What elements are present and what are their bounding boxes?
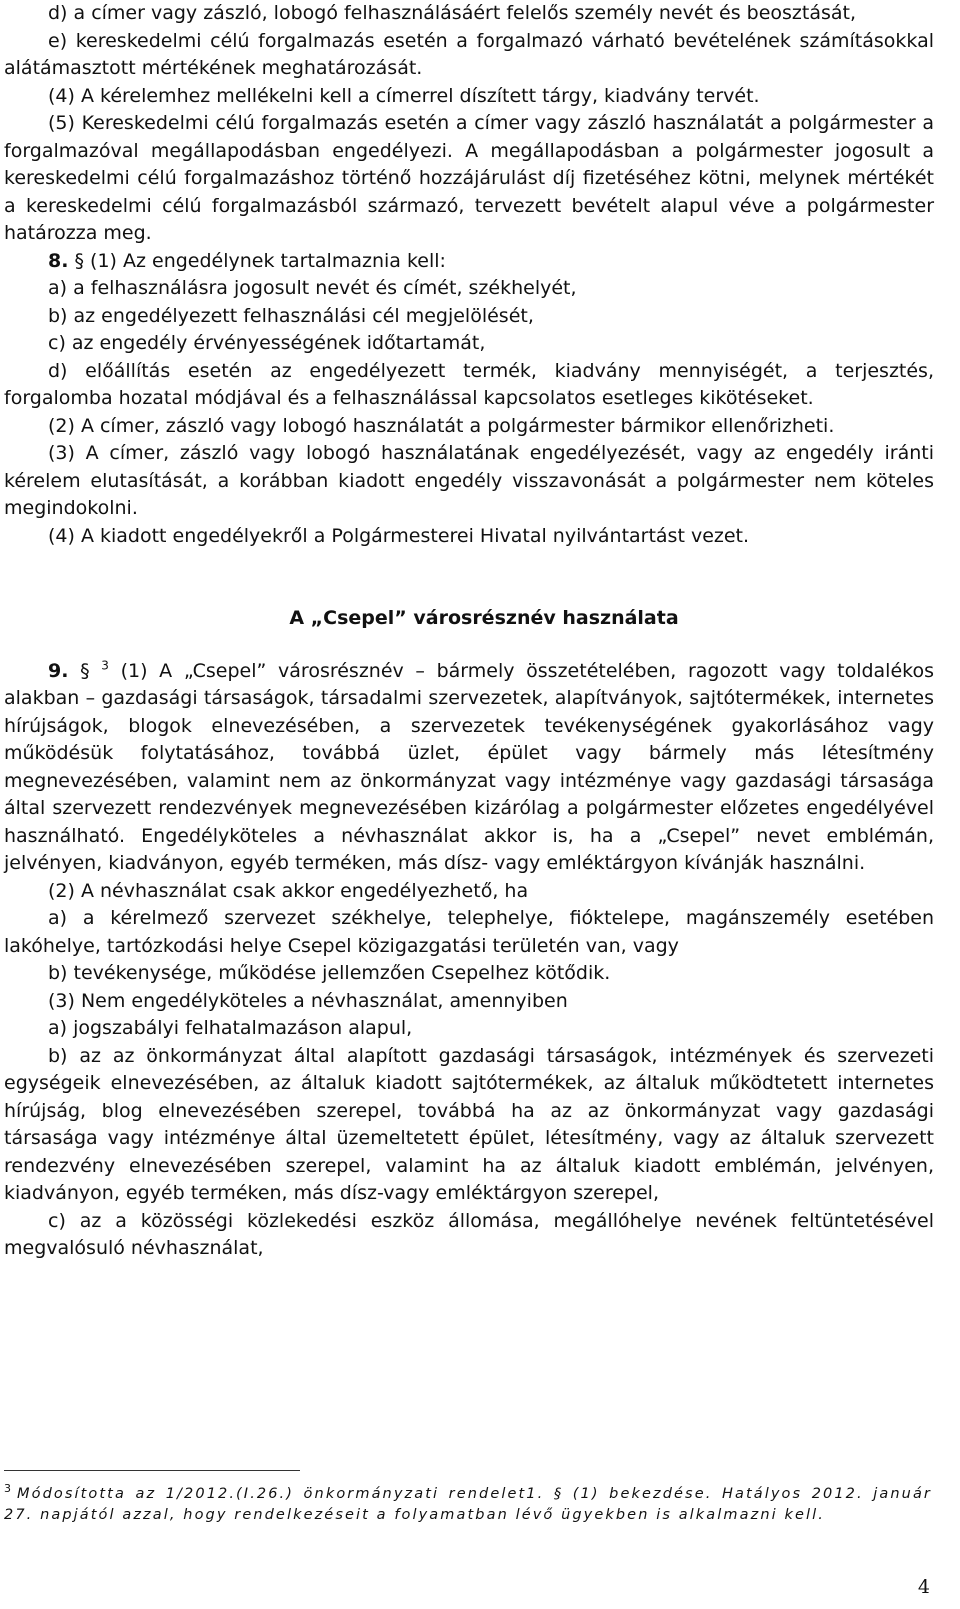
section-sign: § — [80, 659, 90, 682]
section-8-item-b: b) az engedélyezett felhasználási cél megjelölését, — [48, 304, 534, 327]
section-9-para-2: (2) A névhasználat csak akkor engedélyezhető, ha — [48, 879, 529, 902]
page-number: 4 — [917, 1576, 930, 1598]
footnote-divider — [4, 1470, 300, 1471]
section-8-item-c: c) az engedély érvényességének időtartamát, — [48, 332, 486, 354]
section-8-number: 8. — [48, 249, 69, 272]
section-9-item-2a: a) a kérelmező szervezet székhelye, telephelye, fióktelepe, magánszemély esetében lakóhelye, tartózkodási helye Csepel közigazgatási területén van, vagy — [4, 907, 934, 957]
document-page — [4, 0, 934, 1263]
spacer — [4, 633, 934, 658]
footnote-reference[interactable]: 3 — [101, 658, 109, 673]
section-8-text: (1) Az engedélynek tartalmaznia kell: — [90, 249, 446, 272]
paragraph-d: d) a címer vagy zászló, lobogó felhasználásáért felelős személy nevét és beosztását, — [48, 2, 857, 24]
section-sign: § — [74, 249, 84, 272]
section-9-para-3: (3) Nem engedélyköteles a névhasználat, amennyiben — [48, 989, 568, 1012]
section-9-para-1 — [4, 658, 934, 878]
section-9-item-2b: b) tevékenysége, működése jellemzően Csepelhez kötődik. — [48, 962, 611, 984]
section-9-item-3b: b) az az önkormányzat által alapított gazdasági társaságok, intézmények és szervezeti egységeik elnevezésében, az általuk kiadott sajtótermékek, az általuk működtetett internetes hírújság, blog elnevezésében szerepel, továbbá ha az az önkormányzat vagy gazdasági társasága vagy intézménye által üzemeltetett épület, létesítmény, vagy az általuk szervezett rendezvény elnevezésében szerepel, valamint ha az általuk kiadott emblémán, jelvényen, kiadványon, egyéb terméken, más dísz-vagy emléktárgyon szerepel, — [4, 1044, 934, 1204]
paragraph-7-5: (5) Kereskedelmi célú forgalmazás esetén a címer vagy zászló használatát a polgármester a forgalmazóval megállapodásban engedélyezi. A megállapodásban a polgármester jogosult a kereskedelmi célú forgalmazáshoz történő hozzájárulást díj fizetéséhez kötni, melynek mértékét a kereskedelmi célú forgalmazásból származó, tervezett bevételt alapul véve a polgármester határozza meg. — [4, 112, 934, 244]
section-heading: A „Csepel” városrésznév használata — [289, 607, 679, 629]
section-8-para-2: (2) A címer, zászló vagy lobogó használatát a polgármester bármikor ellenőrizheti. — [48, 414, 835, 437]
footnote — [4, 1484, 932, 1526]
section-8-intro — [4, 248, 934, 276]
paragraph-7-4: (4) A kérelemhez mellékelni kell a címerrel díszített tárgy, kiadvány tervét. — [48, 84, 760, 107]
section-8-para-4: (4) A kiadott engedélyekről a Polgármesterei Hivatal nyilvántartást vezet. — [48, 524, 750, 547]
section-8-item-a: a) a felhasználásra jogosult nevét és címét, székhelyét, — [48, 277, 577, 299]
section-9-number: 9. — [48, 659, 69, 682]
spacer — [4, 550, 934, 605]
footnote-mark: 3 — [4, 1482, 11, 1496]
paragraph-e: e) kereskedelmi célú forgalmazás esetén a forgalmazó várható bevételének számításokkal alátámasztott mértékének meghatározását. — [4, 29, 934, 79]
section-9-item-3a: a) jogszabályi felhatalmazáson alapul, — [48, 1017, 413, 1039]
section-8-item-d: d) előállítás esetén az engedélyezett termék, kiadvány mennyiségét, a terjesztés, forgalomba hozatal módjával és a felhasználással kapcsolatos esetleges kikötéseket. — [4, 359, 934, 409]
section-8-para-3: (3) A címer, zászló vagy lobogó használatának engedélyezését, vagy az engedély iránti kérelem elutasítását, a korábban kiadott engedély visszavonását a polgármester nem köteles megindokolni. — [4, 442, 934, 519]
section-9-item-3c: c) az a közösségi közlekedési eszköz állomása, megállóhelye nevének feltüntetésével megvalósuló névhasználat, — [4, 1209, 934, 1259]
footnote-text: Módosította az 1/2012.(I.26.) önkormányzati rendelet1. § (1) bekezdése. Hatályos 2012. január 27. napjától azzal, hogy rendelkezéseit a folyamatban lévő ügyekben is alkalmazni kell. — [4, 1486, 932, 1523]
section-9-text: (1) A „Csepel” városrésznév – bármely összetételében, ragozott vagy toldalékos alakban – gazdasági társaságok, társadalmi szervezetek, alapítványok, sajtótermékek, internetes hírújságok, blogok elnevezésében, a szervezetek tevékenységének gyakorlásához vagy működésük folytatásához, továbbá üzlet, épület vagy bármely más létesítmény megnevezésében, valamint nem az önkormányzat vagy intézménye vagy gazdasági társasága által szervezett rendezvények megnevezésében kizárólag a polgármester előzetes engedélyével használható. Engedélyköteles a névhasználat akkor is, ha a „Csepel” nevet emblémán, jelvényen, kiadványon, egyéb terméken, más dísz- vagy emléktárgyon kívánják használni. — [4, 659, 935, 874]
